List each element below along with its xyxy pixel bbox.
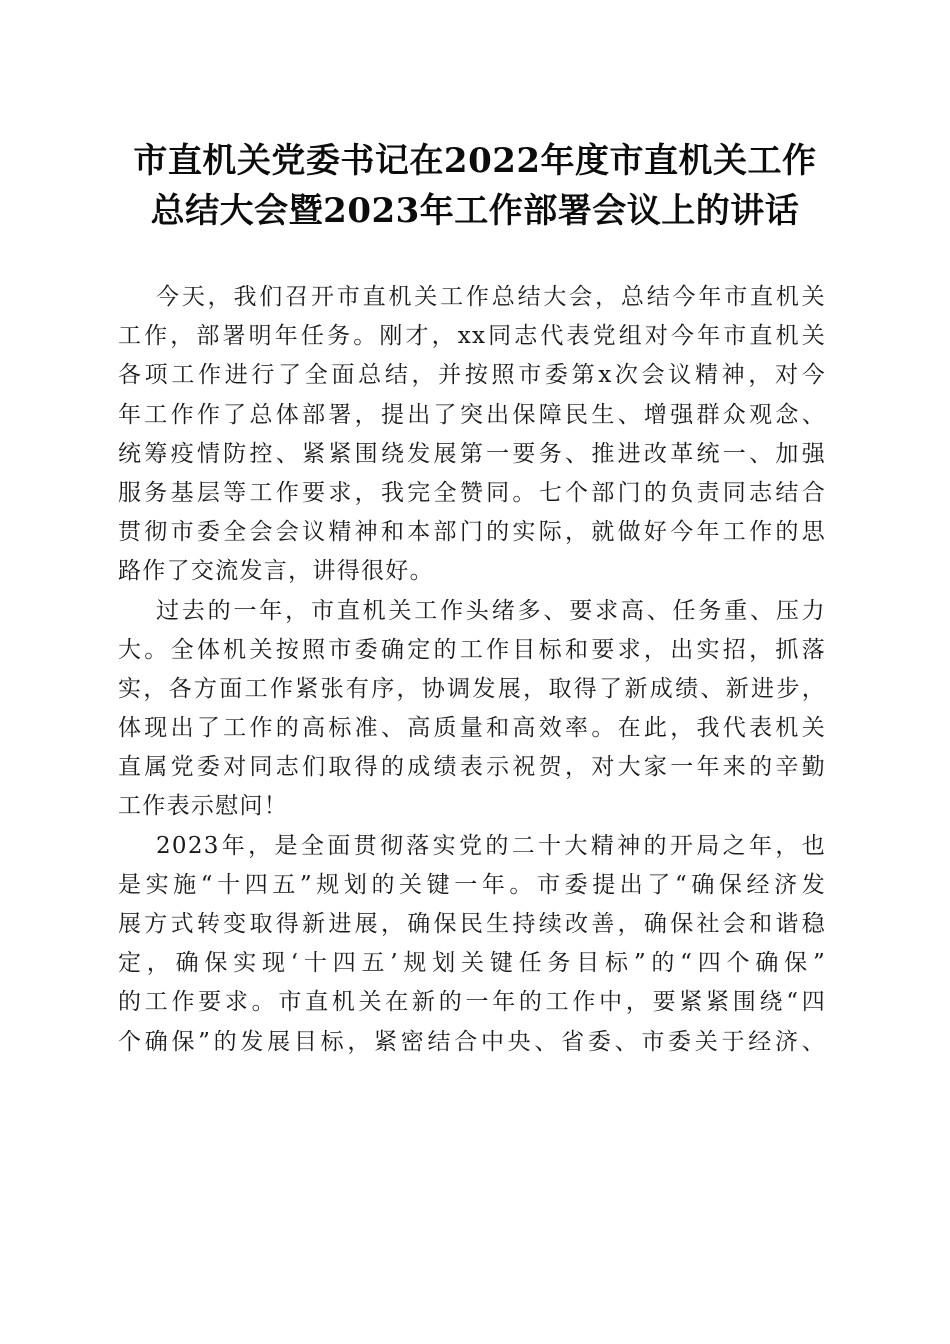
text-line: 定，确保实现‘十四五’规划关键任务目标”的“四个确保” <box>118 950 826 977</box>
title-line: 总结大会暨2023年工作部署会议上的讲话 <box>150 191 800 231</box>
text-line: 今天，我们召开市直机关工作总结大会，总结今年市直机关 <box>156 284 826 310</box>
paragraph-review <box>118 592 826 827</box>
text-line: 直属党委对同志们取得的成绩表示祝贺，对大家一年来的辛勤 <box>118 754 826 781</box>
title-line: 市直机关党委书记在2022年度市直机关工作 <box>133 141 817 181</box>
document-title <box>100 136 850 236</box>
text-line: 各项工作进行了全面总结，并按照市委第x次会议精神，对今 <box>118 362 826 389</box>
text-line: 2023年，是全面贯彻落实党的二十大精神的开局之年，也 <box>156 832 826 859</box>
text-line: 贯彻市委全会会议精神和本部门的实际，就做好今年工作的思 <box>118 519 826 546</box>
text-line: 工作表示慰问！ <box>118 793 289 820</box>
text-line: 统筹疫情防控、紧紧围绕发展第一要务、推进改革统一、加强 <box>118 440 826 467</box>
text-line: 服务基层等工作要求，我完全赞同。七个部门的负责同志结合 <box>118 479 826 506</box>
text-line: 工作，部署明年任务。刚才，xx同志代表党组对今年市直机关 <box>118 323 826 350</box>
text-line: 展方式转变取得新进展，确保民生持续改善，确保社会和谐稳 <box>118 911 826 937</box>
text-line: 实，各方面工作紧张有序，协调发展，取得了新成绩、新进步， <box>118 675 826 702</box>
text-line: 是实施“十四五”规划的关键一年。市委提出了“确保经济发 <box>118 871 826 898</box>
text-line: 年工作作了总体部署，提出了突出保障民生、增强群众观念、 <box>118 401 826 428</box>
document-body <box>118 278 826 1062</box>
text-line: 体现出了工作的高标准、高质量和高效率。在此，我代表机关 <box>118 715 826 742</box>
paragraph-outlook <box>118 827 826 1062</box>
text-line: 的工作要求。市直机关在新的一年的工作中，要紧紧围绕“四 <box>118 989 826 1016</box>
text-line: 过去的一年，市直机关工作头绪多、要求高、任务重、压力 <box>156 597 826 624</box>
paragraph-opening <box>118 278 826 592</box>
text-line: 路作了交流发言，讲得很好。 <box>118 558 434 585</box>
text-line: 大。全体机关按照市委确定的工作目标和要求，出实招，抓落 <box>118 636 826 663</box>
text-line: 个确保”的发展目标，紧密结合中央、省委、市委关于经济、 <box>118 1028 826 1055</box>
